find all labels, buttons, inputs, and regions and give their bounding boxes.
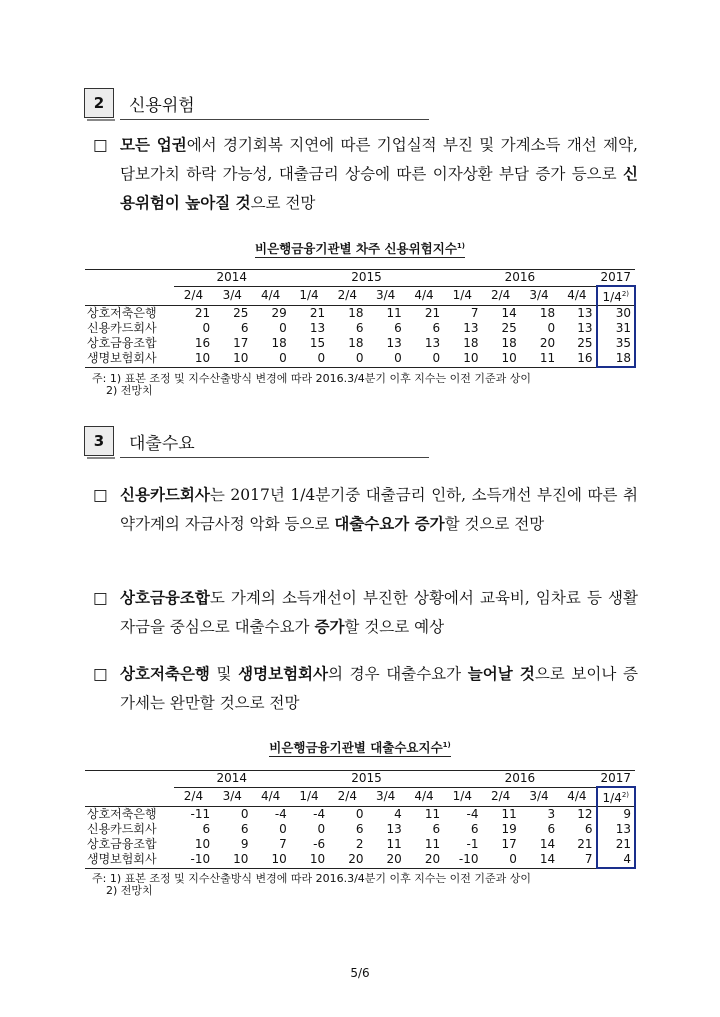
quarter-header: 4/4 [251, 787, 289, 807]
table-cell: 6 [355, 822, 364, 836]
table-cell: 10 [251, 852, 289, 868]
table-cell: -4 [466, 807, 479, 821]
emphasis-text: 상호금융조합 [120, 589, 210, 607]
quarter-header: 4/4 [251, 286, 289, 306]
body-text: 도 가계의 소득개선이 부진한 상황에서 교육비, 임차료 등 생활자금을 중심으로 대출수요가 [120, 589, 638, 636]
table-cell: 20 [328, 852, 366, 868]
quarter-header: 3/4 [366, 787, 404, 807]
quarter-header: 4/4 [405, 787, 443, 807]
table-cell: -10 [174, 852, 213, 868]
body-text: 으로 보이나 증가세는 완만할 것으로 전망 [120, 665, 638, 712]
table-row [85, 306, 635, 322]
table-cell: 6 [202, 822, 211, 836]
checkbox-bullet: □ [93, 136, 108, 154]
table-cell: 2 [355, 837, 364, 851]
table-cell: 0 [279, 321, 287, 335]
table-cell: 20 [366, 852, 404, 868]
table-notes: 주: 1) 표본 조정 및 지수산출방식 변경에 따라 2016.3/4분기 이후 지수는 이전 기준과 상이 2) 전망치 [92, 872, 532, 897]
table-cell: 25 [501, 321, 517, 335]
table-cell: 25 [233, 306, 249, 320]
table-cell: 18 [501, 336, 517, 350]
body-text: 으로 전망 [250, 194, 316, 212]
table-cell: 21 [309, 306, 326, 320]
table-cell: 4 [394, 807, 402, 821]
credit-risk-table [85, 269, 636, 368]
table-cell: 0 [328, 351, 366, 367]
quarter-header: 2/4 [328, 286, 366, 306]
forecast-footnote-mark: 2) [621, 290, 630, 298]
table-cell: 18 [463, 336, 479, 350]
year-header: 2017 [597, 270, 635, 287]
table-cell: -10 [443, 852, 481, 868]
quarter-header: 3/4 [520, 286, 558, 306]
section-title: 신용위험 [129, 96, 195, 116]
paragraph-text [93, 584, 638, 642]
table-cell: 7 [558, 852, 596, 868]
table-cell: 20 [405, 852, 443, 868]
table-cell: -4 [274, 807, 287, 821]
table-cell: 0 [547, 321, 556, 335]
quarter-header: 2/4 [482, 286, 520, 306]
checkbox-bullet: □ [93, 486, 108, 504]
table-cell: 0 [355, 807, 364, 821]
quarter-header: 2/4 [328, 787, 366, 807]
table-cell: 14 [520, 852, 558, 868]
year-header: 2014 [174, 771, 290, 788]
table-cell: 0 [279, 822, 287, 836]
row-label: 생명보험회사 [85, 852, 174, 868]
table-cell: 29 [271, 306, 287, 320]
emphasis-text: 증가 [314, 618, 345, 636]
row-label: 상호저축은행 [87, 807, 157, 821]
table-cell: 31 [597, 321, 635, 336]
row-label: 상호금융조합 [87, 837, 157, 851]
paragraph-card-loan-demand [93, 481, 638, 539]
year-header: 2014 [174, 270, 290, 287]
table-cell: 0 [482, 852, 520, 868]
table-cell: 9 [597, 807, 635, 823]
table-cell: 10 [290, 852, 328, 868]
table-cell: 4 [597, 852, 635, 868]
quarter-header: 1/4 [290, 286, 328, 306]
table-cell: 35 [597, 336, 635, 351]
table-cell: 6 [240, 321, 249, 335]
table-cell: 21 [577, 837, 593, 851]
page-number: 5/6 [350, 966, 370, 980]
table-cell: 11 [386, 306, 402, 320]
table-cell: 7 [470, 306, 479, 320]
table-cell: 18 [597, 351, 635, 367]
table-row [85, 852, 635, 868]
quarter-header: 2/4 [482, 787, 520, 807]
table-cell: 13 [386, 822, 402, 836]
paragraph-text [93, 660, 638, 718]
table-cell: 11 [386, 837, 402, 851]
body-text: 할 것으로 예상 [344, 618, 445, 636]
quarter-header: 2/4 [174, 286, 213, 306]
section-rule [120, 457, 429, 458]
table-cell: 0 [366, 351, 404, 367]
table-cell: 13 [309, 321, 326, 335]
year-header: 2016 [443, 270, 596, 287]
table-cell: 6 [432, 321, 441, 335]
section-number: 2 [84, 88, 114, 118]
quarter-header: 1/4 [443, 286, 481, 306]
quarter-header-row [85, 787, 635, 807]
quarter-header: 1/4$^{2)}$ [597, 787, 635, 807]
table-cell: 0 [240, 807, 249, 821]
table-cell: 15 [309, 336, 326, 350]
table-cell: 20 [539, 336, 556, 350]
paragraph-cooperative-loan-demand [93, 584, 638, 642]
table-cell: 18 [348, 336, 364, 350]
year-header: 2017 [597, 771, 635, 788]
section-title: 대출수요 [129, 434, 195, 454]
section-number: 3 [84, 426, 114, 456]
table-cell: 10 [213, 351, 251, 367]
year-header: 2015 [290, 270, 443, 287]
table-cell: 0 [251, 351, 289, 367]
loan-demand-table [85, 770, 636, 869]
table-cell: -6 [313, 837, 326, 851]
table-cell: 25 [577, 336, 593, 350]
table-cell: 0 [405, 351, 443, 367]
year-header: 2015 [290, 771, 443, 788]
table-cell: 0 [202, 321, 211, 335]
table-cell: 11 [520, 351, 558, 367]
table-row [85, 351, 635, 367]
year-header: 2016 [443, 771, 596, 788]
table-cell: 21 [597, 837, 635, 852]
table-cell: -1 [466, 837, 479, 851]
table-cell: 17 [501, 837, 517, 851]
quarter-header: 3/4 [366, 286, 404, 306]
table-cell: 10 [482, 351, 520, 367]
table-cell: -11 [190, 807, 211, 821]
table-row [85, 321, 635, 336]
emphasis-text: 상호저축은행 [120, 665, 210, 683]
table-cell: 12 [577, 807, 593, 821]
row-label: 생명보험회사 [85, 351, 174, 367]
table-cell: 14 [539, 837, 556, 851]
year-header-row [85, 270, 635, 287]
table-cell: 13 [424, 336, 441, 350]
table-cell: 16 [558, 351, 596, 367]
quarter-header: 1/4$^{2)}$ [597, 286, 635, 306]
body-text: 에서 경기회복 지연에 따른 기업실적 부진 및 가계소득 개선 제약, 담보가치 하락 가능성, 대출금리 상승에 따른 이자상환 부담 증가 등으로 [120, 136, 638, 183]
table-cell: 0 [290, 351, 328, 367]
table-caption-credit-risk: 비은행금융기관별 차주 신용위험지수$^{1)}$ [255, 241, 465, 256]
emphasis-text: 신용위험이 높아질 것 [120, 165, 638, 212]
quarter-header: 2/4 [174, 787, 213, 807]
table-cell: 13 [463, 321, 479, 335]
emphasis-text: 신용카드회사 [120, 486, 210, 504]
section-header-credit-risk [84, 88, 429, 122]
forecast-footnote-mark: 2) [621, 791, 630, 799]
table-cell: 10 [213, 852, 251, 868]
emphasis-text: 대출수요가 증가 [334, 515, 445, 533]
table-row [85, 807, 635, 823]
quarter-header: 3/4 [213, 286, 251, 306]
checkbox-bullet: □ [93, 589, 108, 607]
paragraph-credit-risk [93, 131, 638, 218]
table-cell: 13 [597, 822, 635, 837]
table-cell: 6 [240, 822, 249, 836]
table-row [85, 837, 635, 852]
table-cell: 13 [577, 321, 593, 335]
table-row [85, 822, 635, 837]
table-caption-loan-demand: 비은행금융기관별 대출수요지수$^{1)}$ [269, 740, 451, 755]
table-cell: 6 [470, 822, 479, 836]
table-cell: -4 [313, 807, 326, 821]
section-rule [120, 119, 429, 120]
table-cell: 9 [240, 837, 249, 851]
table-cell: 3 [547, 807, 556, 821]
table-cell: 30 [597, 306, 635, 322]
row-label: 상호금융조합 [87, 336, 157, 350]
checkbox-bullet: □ [93, 665, 108, 683]
quarter-header: 1/4 [290, 787, 328, 807]
paragraph-text [93, 481, 638, 539]
table-cell: 13 [386, 336, 402, 350]
table-cell: 16 [194, 336, 211, 350]
quarter-header: 4/4 [405, 286, 443, 306]
table-cell: 0 [317, 822, 326, 836]
table-cell: 6 [547, 822, 556, 836]
emphasis-text: 모든 업권 [120, 136, 187, 154]
quarter-header: 3/4 [520, 787, 558, 807]
table-cell: 6 [432, 822, 441, 836]
body-text: 할 것으로 전망 [444, 515, 545, 533]
table-cell: 10 [443, 351, 481, 367]
table-cell: 13 [577, 306, 593, 320]
table-cell: 6 [355, 321, 364, 335]
quarter-header: 4/4 [558, 286, 596, 306]
table-cell: 10 [174, 351, 213, 367]
row-label: 신용카드회사 [87, 822, 157, 836]
table-cell: 21 [194, 306, 211, 320]
table-cell: 7 [279, 837, 287, 851]
emphasis-text: 늘어날 것 [467, 665, 535, 683]
quarter-header: 4/4 [558, 787, 596, 807]
emphasis-text: 생명보험회사 [238, 665, 328, 683]
body-text: 및 [209, 665, 239, 683]
table-cell: 21 [424, 306, 441, 320]
body-text: 의 경우 대출수요가 [328, 665, 468, 683]
table-cell: 18 [539, 306, 556, 320]
year-header-row [85, 771, 635, 788]
paragraph-savings-insurance-loan-demand [93, 660, 638, 718]
table-cell: 11 [501, 807, 517, 821]
table-cell: 6 [394, 321, 402, 335]
table-cell: 11 [424, 807, 441, 821]
table-cell: 11 [424, 837, 441, 851]
row-label: 상호저축은행 [87, 306, 157, 320]
table-cell: 18 [271, 336, 287, 350]
table-cell: 18 [348, 306, 364, 320]
section-header-loan-demand [84, 426, 429, 460]
table-notes: 주: 1) 표본 조정 및 지수산출방식 변경에 따라 2016.3/4분기 이후 지수는 이전 기준과 상이 2) 전망치 [92, 372, 532, 397]
table-cell: 19 [501, 822, 517, 836]
table-row [85, 336, 635, 351]
row-label: 신용카드회사 [87, 321, 157, 335]
table-cell: 6 [584, 822, 593, 836]
paragraph-text [93, 131, 638, 218]
quarter-header: 1/4 [443, 787, 481, 807]
body-text: 는 2017년 1/4분기중 대출금리 인하, 소득개선 부진에 따른 취약가계의 자금사정 악화 등으로 [120, 486, 638, 533]
quarter-header: 3/4 [213, 787, 251, 807]
table-cell: 14 [501, 306, 517, 320]
table-cell: 10 [194, 837, 211, 851]
quarter-header-row [85, 286, 635, 306]
table-cell: 17 [233, 336, 249, 350]
